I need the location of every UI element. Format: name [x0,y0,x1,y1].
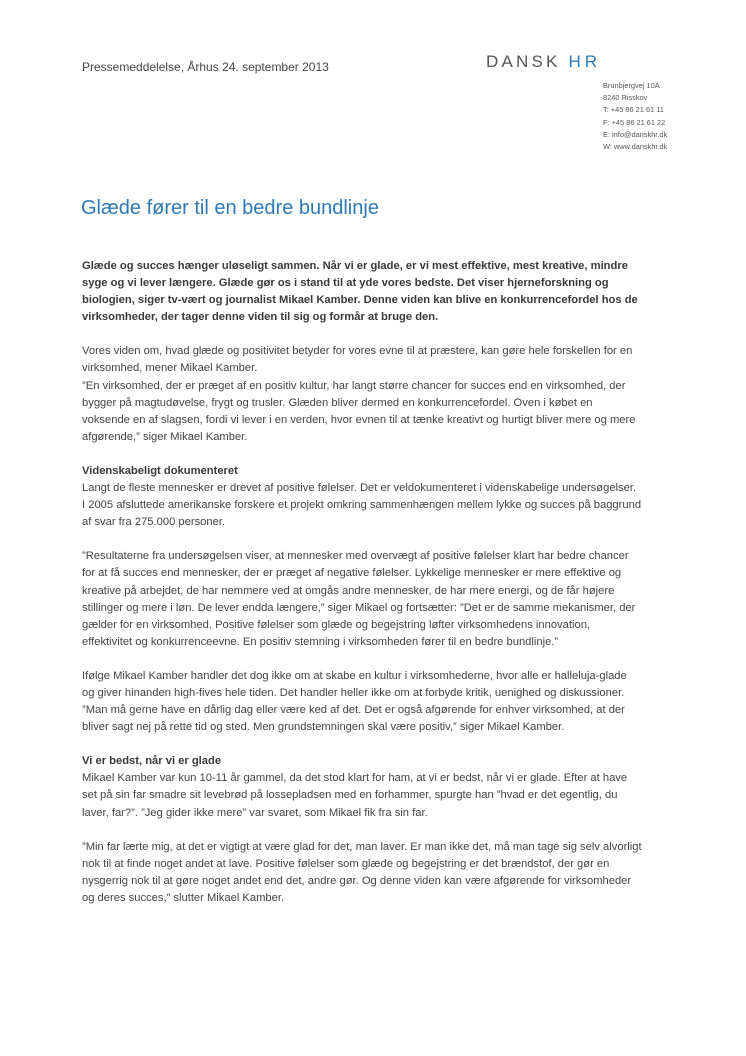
body-paragraph: Mikael Kamber var kun 10-11 år gammel, da det stod klart for ham, at vi er bedst, når vi er glade. Efter at have set på sin far smadre sit levebrød på lossepladsen med en forhammer, spurgte han ”hvad er det egentlig, du laver, far?”. ”Jeg gider ikke mere” var svaret, som Mikael fik fra sin far. [82,772,628,819]
address-street: Brunbjergvej 10A [603,81,660,90]
body-paragraph: ”Resultaterne fra undersøgelsen viser, at mennesker med overvægt af positive følelser klart har bedre chancer for at få succes end mennesker, der er præget af negative følelser. Lykkelige mennesker er mere effektive og kreative på arbejdet, de har nemmere ved at omgås andre mennesker, de har mere energi, og de får højere stillinger og mere i løn. De lever endda længere,” siger Mikael og fortsætter: ”Det er de samme mekanismer, der gælder for en virksomhed. Positive følelser som glæde og begejstring løfter virksomhedens innovation, effektivitet og konkurrenceevne. En positiv stemning i virksomheden fører til en bedre bundlinje.” [82,550,636,648]
section-heading: Vi er bedst, når vi er glade [82,755,222,768]
address-city: 8240 Risskov [603,93,648,103]
body-paragraph: Ifølge Mikael Kamber handler det dog ikke om at skabe en kultur i virksomhederne, hvor alle er halleluja-glade og giver hinanden high-fives hele tiden. Det handler heller ikke om at forbyde kritik, uenighed og diskussioner. [82,669,627,699]
logo-accent-text: HR [568,52,602,71]
lead-paragraph: Glæde og succes hænger uløseligt sammen. Når vi er glade, er vi mest effektive, mest kreative, mindre syge og vi lever længere. Glæde gør os i stand til at yde vores bedste. Det viser hjerneforskning og biologien, siger tv-vært og journalist Mikael Kamber. Denne viden kan blive en konkurrencefordel hos de virksomheder, der tager denne viden til sig og formår at bruge den. [82,260,638,324]
press-release-title: Glæde fører til en bedre bundlinje [81,197,379,219]
body-paragraph: ”Man må gerne have en dårlig dag eller være ked af det. Det er også afgørende for enhver virksomhed, at der bliver sagt nej på rette tid og sted. Men grundstemningen skal være positiv,” siger Mikael Kamber. [82,704,625,734]
address-fax: F: +45 86 21 61 22 [603,117,666,127]
press-release-body [82,258,642,924]
body-paragraph: Vores viden om, hvad glæde og positivitet betyder for vores evne til at præstere, kan gøre hele forskellen for en virksomhed, mener Mikael Kamber. [82,345,633,375]
body-paragraph: Langt de fleste mennesker er drevet af positive følelser. Det er veldokumenteret i videnskabelige undersøgelser. I 2005 afsluttede amerikanske forskere et projekt omkring sammenhængen mellem lykke og succes på baggrund af svar fra 275.000 personer. [82,482,642,529]
address-phone: T: +45 86 21 61 11 [603,105,664,115]
logo-main-text: DANSK [486,52,561,71]
dansk-hr-logo [486,52,601,72]
section-heading: Videnskabeligt dokumenteret [82,464,238,477]
body-paragraph: ”En virksomhed, der er præget af en positiv kultur, har langt større chancer for succes end en virksomhed, der bygger på magtudøvelse, frygt og trusler. Glæden bliver dermed en konkurrencefordel. Oven i købet en voksende en af slagsen, fordi vi lever i en verden, hvor evnen til at tænke kreativt og hurtigt bliver mere og mere afgørende,” siger Mikael Kamber. [82,379,636,443]
dateline: Pressemeddelelse, Århus 24. september 2013 [82,60,329,74]
body-paragraph: ”Min far lærte mig, at det er vigtigt at være glad for det, man laver. Er man ikke det, må man tage sig selv alvorligt nok til at finde noget andet at lave. Positive følelser som glæde og begejstring er det brændstof, der gør en nysgerrig nok til at gøre noget andet end det, andre gør. Og denne viden kan være afgørende for virksomheder og deres succes,” slutter Mikael Kamber. [82,840,642,904]
address-email: E: info@danskhr.dk [603,129,668,139]
company-address [603,80,667,153]
address-web: W: www.danskhr.dk [603,142,668,152]
